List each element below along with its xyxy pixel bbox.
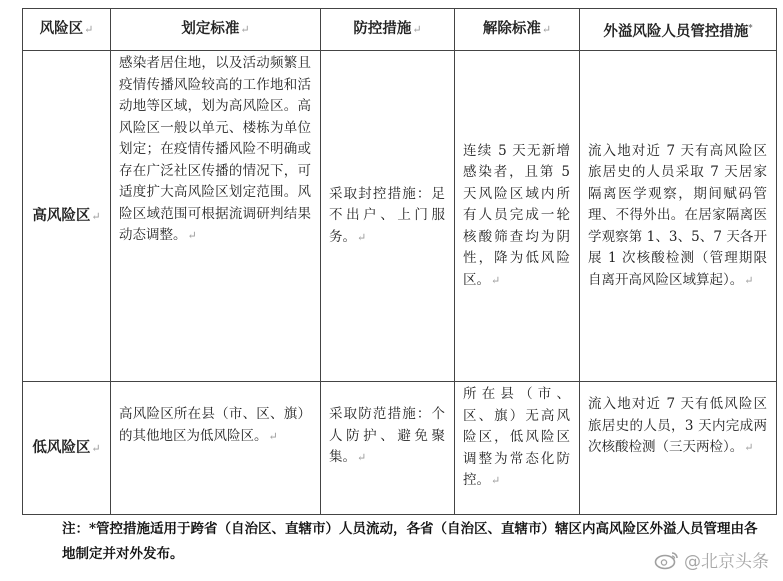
table-row bbox=[23, 382, 777, 515]
header-spillover: 外溢风险人员管控措施* bbox=[580, 9, 777, 51]
measures-cell: 采取封控措施：足不出户、上门服务。↵ bbox=[321, 51, 455, 382]
spillover-cell: 流入地对近 7 天有高风险区旅居史的人员采取 7 天居家隔离医学观察，期间赋码管理、不得外出。在居家隔离医学观察第 1、3、5、7 天各开展 1 次核酸检测（管理期限自离开高风险区域算起）。↵ bbox=[580, 51, 777, 382]
lift-cell: 所在县（市、区、旗）无高风险区，低风险区调整为常态化防控。↵ bbox=[455, 382, 580, 515]
zone-name: 高风险区↵ bbox=[23, 51, 111, 382]
table-header-row bbox=[23, 9, 777, 51]
criteria-cell: 感染者居住地，以及活动频繁且疫情传播风险较高的工作地和活动地等区域，划为高风险区。高风险区一般以单元、楼栋为单位划定；在疫情传播风险不明确或存在广泛社区传播的情况下，可适度扩大高风险区划定范围。风险区域范围可根据流调研判结果动态调整。↵ bbox=[111, 51, 321, 382]
header-measures: 防控措施↵ bbox=[321, 9, 455, 51]
watermark-text: @北京头条 bbox=[684, 552, 769, 572]
criteria-cell: 高风险区所在县（市、区、旗）的其他地区为低风险区。↵ bbox=[111, 382, 321, 515]
watermark bbox=[654, 547, 769, 572]
header-criteria: 划定标准↵ bbox=[111, 9, 321, 51]
table-row bbox=[23, 51, 777, 382]
lift-cell: 连续 5 天无新增感染者，且第 5 天风险区域内所有人员完成一轮核酸筛查均为阴性，降为低风险区。↵ bbox=[455, 51, 580, 382]
header-zone: 风险区↵ bbox=[23, 9, 111, 51]
measures-cell: 采取防范措施：个人防护、避免聚集。↵ bbox=[321, 382, 455, 515]
weibo-logo-icon bbox=[654, 550, 680, 570]
risk-zone-table bbox=[22, 8, 777, 515]
header-lift: 解除标准↵ bbox=[455, 9, 580, 51]
table-footnote: 注：*管控措施适用于跨省（自治区、直辖市）人员流动，各省（自治区、直辖市）辖区内高风险区外溢人员管理由各地制定并对外发布。 bbox=[62, 521, 758, 562]
zone-name: 低风险区↵ bbox=[23, 382, 111, 515]
spillover-cell: 流入地对近 7 天有低风险区旅居史的人员，3 天内完成两次核酸检测（三天两检）。↵ bbox=[580, 382, 777, 515]
